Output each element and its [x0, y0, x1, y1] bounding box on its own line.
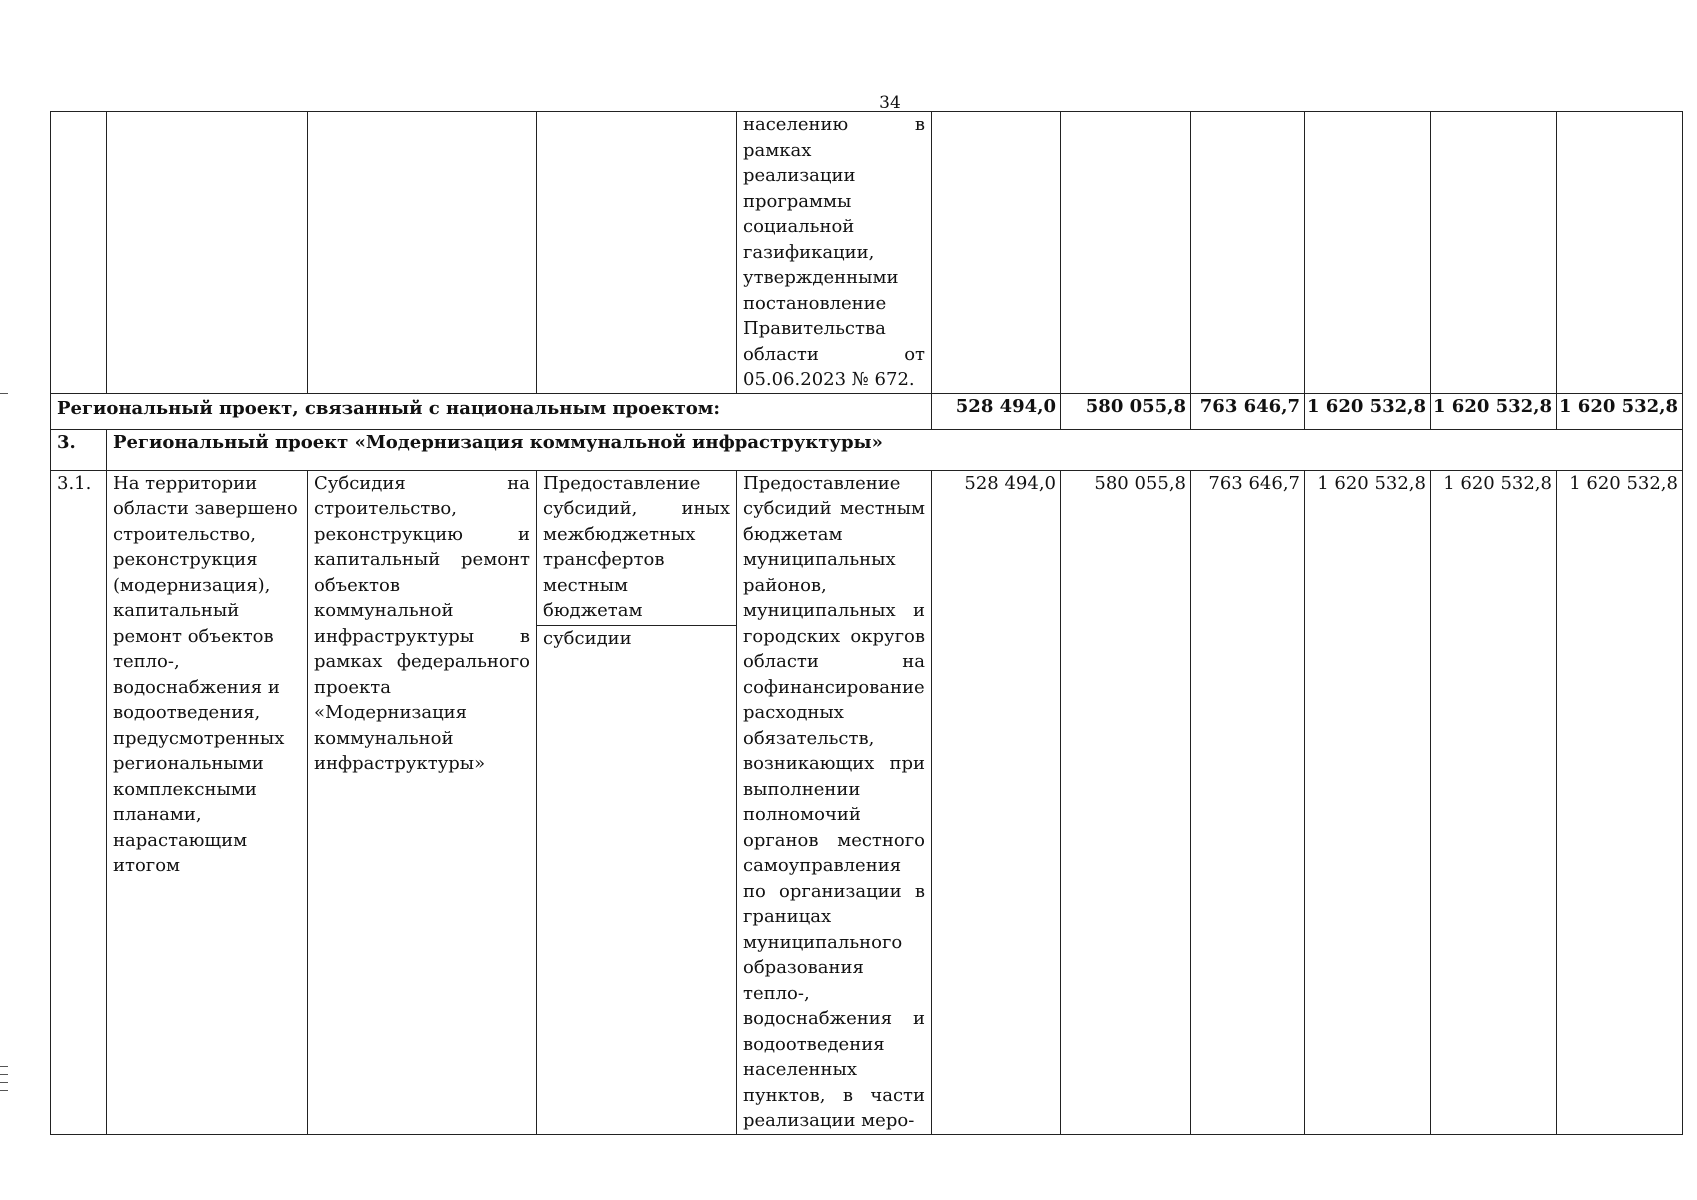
table-cell: [932, 112, 1061, 394]
basis-text-cell: населению в рамках реализации программы социальной газификации, утвержденными постановление Правительства области от 05.06.2023 № 672.: [737, 112, 932, 394]
type-top: Предоставление субсидий, иных межбюджетных трансфертов местным бюджетам: [537, 471, 736, 626]
table-cell: [308, 112, 537, 394]
margin-mark: [0, 393, 8, 394]
summary-value: 1 620 532,8: [1431, 393, 1557, 429]
row-number: 3.1.: [51, 470, 107, 1134]
summary-value: 580 055,8: [1061, 393, 1191, 429]
row-value: 580 055,8: [1061, 470, 1191, 1134]
margin-mark: [0, 1090, 8, 1091]
table-row: [51, 470, 1683, 1134]
summary-value: 528 494,0: [932, 393, 1061, 429]
row-value: 1 620 532,8: [1431, 470, 1557, 1134]
margin-mark: [0, 1082, 8, 1083]
row-value: 763 646,7: [1191, 470, 1305, 1134]
table-cell: [1305, 112, 1431, 394]
summary-value: 1 620 532,8: [1305, 393, 1431, 429]
measure-cell: Субсидия на строительство, реконструкцию и капитальный ремонт объектов коммунальной инфраструктуры в рамках федерального проекта «Модернизация коммунальной инфраструктуры»: [308, 470, 537, 1134]
summary-value: 1 620 532,8: [1557, 393, 1683, 429]
description-cell: Предоставление субсидий местным бюджетам муниципальных районов, муниципальных и городских округов области на софинансирование расходных обязательств, возникающих при выполнении полномочий органов местного самоуправления по организации в границах муниципального образования тепло-, водоснабжения и водоотведения населенных пунктов, в части реализации меро-: [737, 470, 932, 1134]
page-number: 34: [879, 93, 901, 113]
section-row: [51, 429, 1683, 470]
table-cell: [537, 112, 737, 394]
table-cell: [1061, 112, 1191, 394]
summary-label: Региональный проект, связанный с национальным проектом:: [51, 393, 932, 429]
type-cell: [537, 470, 737, 1134]
row-value: 528 494,0: [932, 470, 1061, 1134]
type-bottom: субсидии: [543, 627, 632, 649]
table-cell: [107, 112, 308, 394]
row-value: 1 620 532,8: [1305, 470, 1431, 1134]
result-cell: На территории области завершено строительство, реконструкция (модернизация), капитальный ремонт объектов тепло-, водоснабжения и водоотведения, предусмотренных региональными комплексными планами, нарастающим итогом: [107, 470, 308, 1134]
table-cell: [51, 112, 107, 394]
table-cell: [1431, 112, 1557, 394]
margin-mark: [0, 1066, 8, 1067]
section-number: 3.: [51, 429, 107, 470]
row-value: 1 620 532,8: [1557, 470, 1683, 1134]
table-cell: [1557, 112, 1683, 394]
table-cell: [1191, 112, 1305, 394]
summary-value: 763 646,7: [1191, 393, 1305, 429]
budget-table: [50, 111, 1683, 1135]
table-row: [51, 112, 1683, 394]
margin-mark: [0, 1074, 8, 1075]
section-title: Региональный проект «Модернизация коммунальной инфраструктуры»: [107, 429, 1683, 470]
summary-row: [51, 393, 1683, 429]
